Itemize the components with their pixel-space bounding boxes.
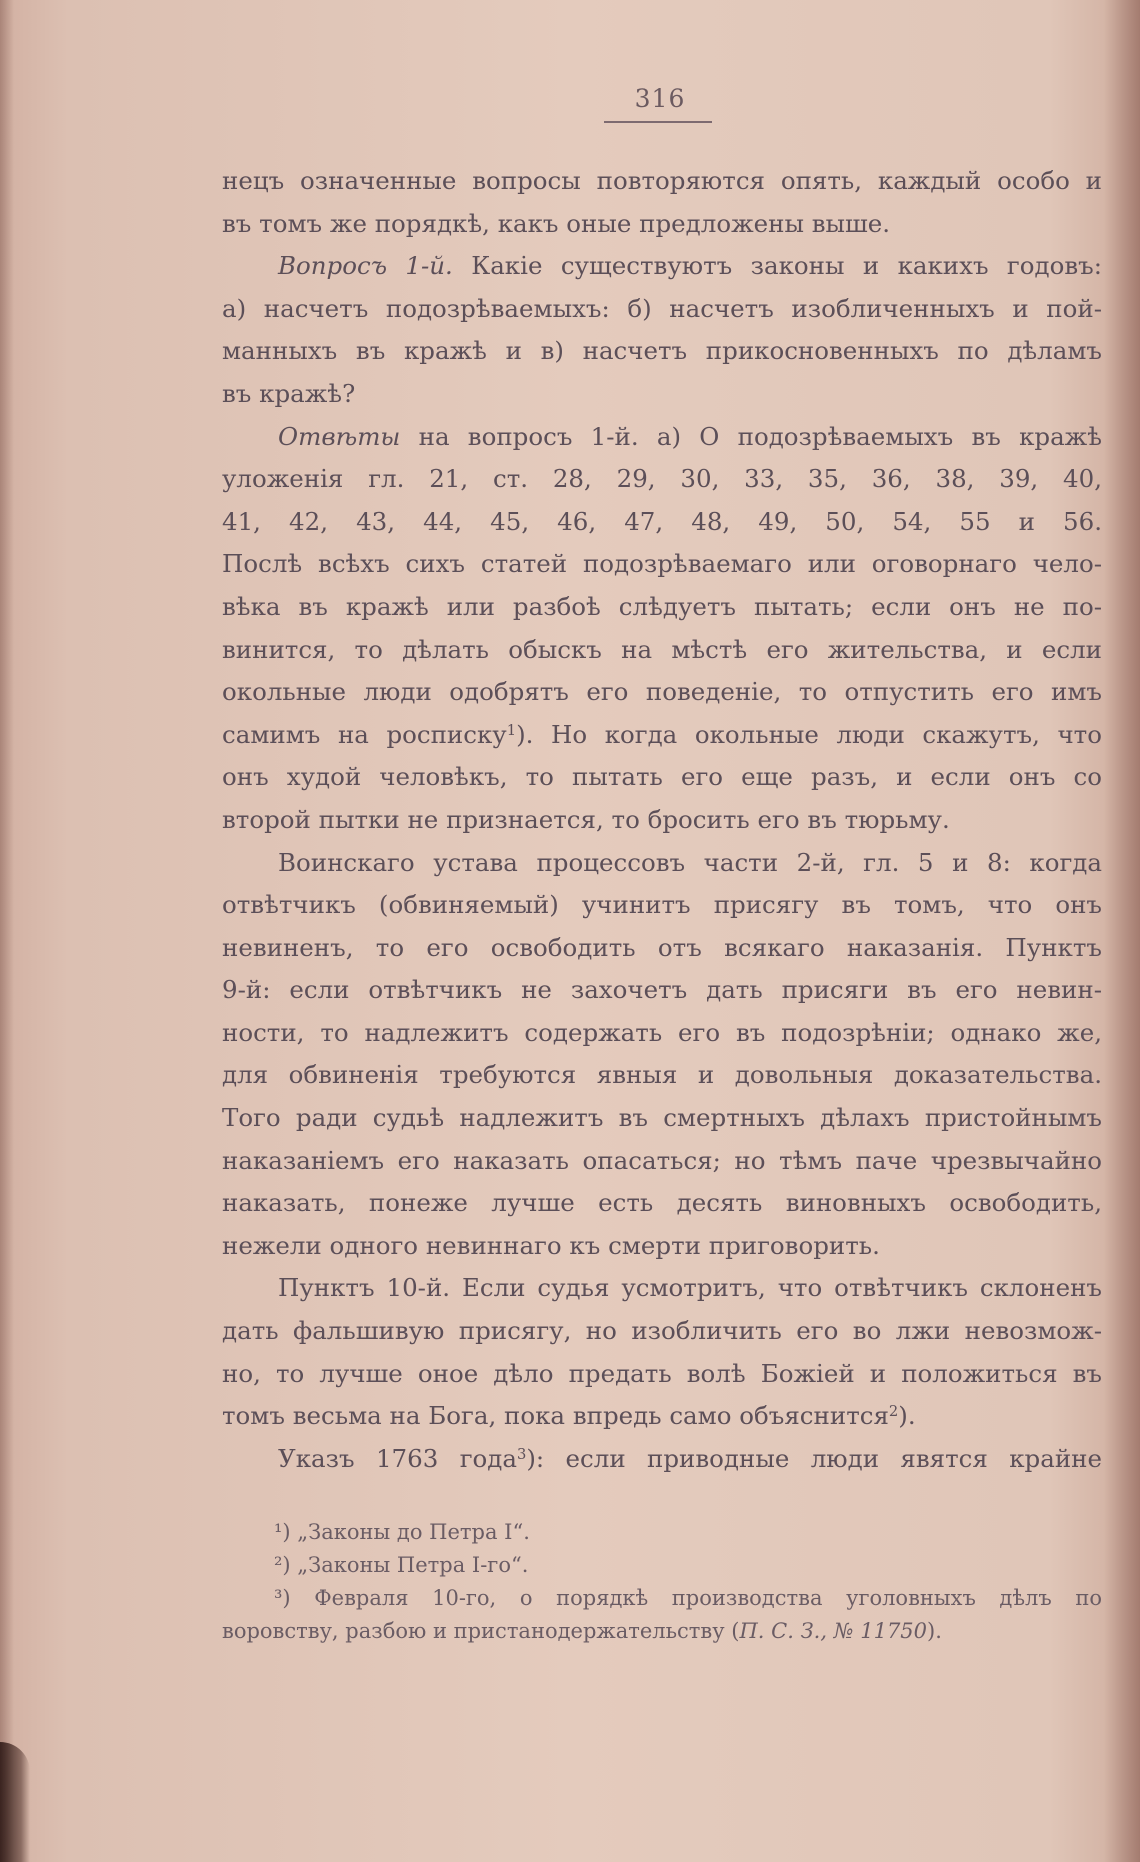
- text-line: въ томъ же порядкѣ, какъ оные предложены выше.: [222, 208, 891, 238]
- footnote-2: ²) „Законы Петра I-го“.: [274, 1553, 529, 1577]
- text-line: уложенія гл. 21, ст. 28, 29, 30, 33, 35, 36, 38, 39, 40,: [222, 464, 1102, 494]
- footnotes: [222, 1516, 1102, 1648]
- text-line: ности, то надлежитъ содержать его въ подозрѣніи; однако же,: [222, 1017, 1102, 1047]
- text-line: вѣка въ кражѣ или разбоѣ слѣдуетъ пытать; если онъ не по-: [222, 591, 1102, 621]
- page-corner-dark: [0, 1742, 30, 1862]
- page-number-rule: [604, 121, 712, 123]
- source-citation: П. С. З., № 11750: [739, 1619, 928, 1643]
- question-heading: Вопросъ 1-й.: [278, 251, 453, 281]
- text-line: 41, 42, 43, 44, 45, 46, 47, 48, 49, 50, 54, 55 и 56.: [222, 506, 1102, 536]
- footnote-1: ¹) „Законы до Петра I“.: [274, 1520, 530, 1544]
- text-line: Того ради судьѣ надлежитъ въ смертныхъ дѣлахъ пристойнымъ: [222, 1103, 1102, 1133]
- footnote-3-continuation: воровству, разбою и пристанодержательству (П. С. З., № 11750).: [222, 1619, 942, 1643]
- footnote-marker: 3: [516, 1445, 527, 1463]
- text-line: онъ худой человѣкъ, то пытать его еще разъ, и если онъ со: [222, 762, 1102, 792]
- text-line: нежели одного невиннаго къ смерти приговорить.: [222, 1230, 880, 1260]
- text-line: Пунктъ 10-й. Если судья усмотритъ, что отвѣтчикъ склоненъ: [278, 1273, 1102, 1303]
- text-line: наказаніемъ его наказать опасаться; но тѣмъ паче чрезвычайно: [222, 1145, 1102, 1175]
- text-line: нецъ означенные вопросы повторяются опять, каждый особо и: [222, 166, 1102, 195]
- text-line: Вопросъ 1-й. Какіе существуютъ законы и какихъ годовъ:: [278, 251, 1102, 281]
- footnote-marker: 1: [506, 721, 517, 739]
- text-line: винится, то дѣлать обыскъ на мѣстѣ его жительства, и если: [222, 634, 1102, 664]
- page-number: 316: [634, 84, 686, 113]
- text-line: наказать, понеже лучше есть десять виновныхъ освободить,: [222, 1188, 1102, 1218]
- page-edge-shadow: [1104, 0, 1140, 1862]
- text-line: Послѣ всѣхъ сихъ статей подозрѣваемаго или оговорнаго чело-: [222, 549, 1102, 579]
- text-line: томъ весьма на Бога, пока впредь само объяснится$^2$).: [222, 1401, 916, 1431]
- text-line: Отвѣты на вопросъ 1-й. а) О подозрѣваемыхъ въ кражѣ: [278, 421, 1102, 451]
- text-line: второй пытки не признается, то бросить его въ тюрьму.: [222, 804, 950, 834]
- text-line: манныхъ въ кражѣ и в) насчетъ прикосновенныхъ по дѣламъ: [222, 336, 1102, 366]
- text-line: но, то лучше оное дѣло предать волѣ Божіей и положиться въ: [222, 1358, 1102, 1388]
- text-line: а) насчетъ подозрѣваемыхъ: б) насчетъ изобличенныхъ и пой-: [222, 293, 1102, 323]
- answers-heading: Отвѣты: [278, 421, 401, 451]
- text-line: дать фальшивую присягу, но изобличить его во лжи невозмож-: [222, 1316, 1102, 1346]
- text-line: самимъ на росписку$^1$). Но когда окольные люди скажутъ, что: [222, 719, 1102, 749]
- footnote-3: ³) Февраля 10-го, о порядкѣ производства уголовныхъ дѣлъ по: [274, 1586, 1102, 1610]
- text-line: 9-й: если отвѣтчикъ не захочетъ дать присяги въ его невин-: [222, 975, 1102, 1005]
- footnote-marker: 2: [888, 1403, 899, 1421]
- text-line: окольные люди одобрятъ его поведеніе, то отпустить его имъ: [222, 677, 1102, 707]
- text-line: Указъ 1763 года$^3$): если приводные люди явятся крайне: [278, 1443, 1103, 1473]
- text-line: для обвиненія требуются явныя и довольныя доказательства.: [222, 1060, 1102, 1090]
- text-line: отвѣтчикъ (обвиняемый) учинитъ присягу въ томъ, что онъ: [222, 890, 1102, 920]
- body-text: [222, 160, 1102, 1480]
- page-gutter-shadow: [0, 0, 14, 1862]
- text-line: Воинскаго устава процессовъ части 2-й, гл. 5 и 8: когда: [278, 847, 1102, 877]
- text-line: въ кражѣ?: [222, 378, 356, 408]
- text-line: невиненъ, то его освободить отъ всякаго наказанія. Пунктъ: [222, 932, 1102, 962]
